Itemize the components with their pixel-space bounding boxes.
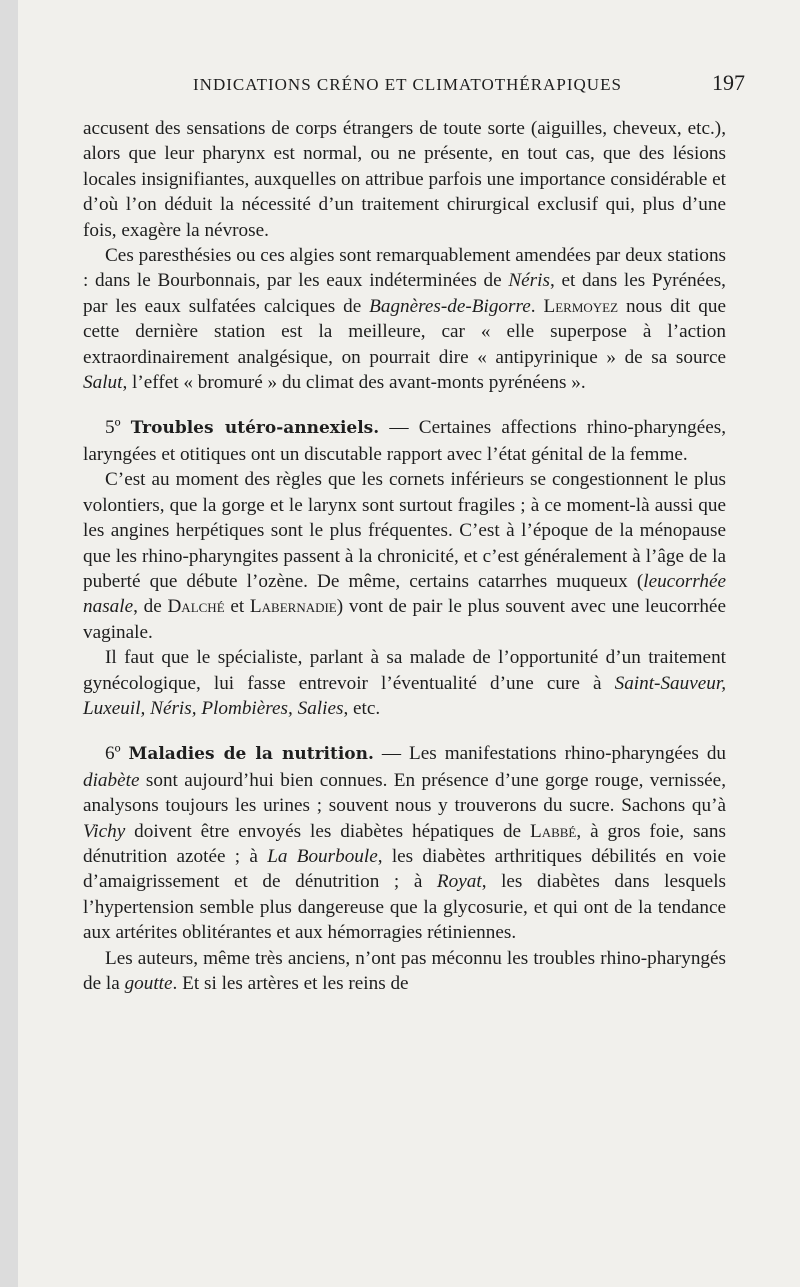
author-labbe: Labbé	[529, 820, 577, 842]
author-dalche: Dalché	[167, 596, 225, 618]
author-labernadie: Labernadie	[249, 596, 337, 618]
source-salut: Salut	[83, 372, 123, 394]
paragraph-specialiste: Il faut que le spécialiste, parlant à sa malade de l’opportunité d’un traitement gynécologique, lui fasse entrevoir l’éventualité d’une cure à Saint-Sauveur, Luxeuil, Néris, Plombières, Salies, etc.	[83, 647, 726, 719]
section-6-heading-paragraph: 6º Maladies de la nutrition. — Les manifestations rhino-pharyngées du diabète sont aujourd’hui bien connues. En présence d’une gorge rouge, vernissée, analysons toujours les urines ; souvent nous y trouverons du sucre. Sachons qu’à Vichy doivent être envoyés les diabètes hépatiques de Labbé, à gros foie, sans dénutrition azotée ; à La Bourboule, les diabètes arthritiques débilités en voie d’amaigrissement et de dénutrition ; à Royat, les diabètes dans lesquels l’hypertension semble plus dangereuse que la glycosurie, et qui ont de la tendance aux artérites oblitérantes et aux hémorragies rétiniennes.	[83, 743, 727, 944]
place-bourboule: La Bourboule	[267, 845, 378, 867]
place-bagneres: Bagnères-de-Bigorre	[369, 295, 531, 317]
term-goutte: goutte	[124, 973, 173, 994]
paragraph-continuation: accusent des sensations de corps étrangers de toute sorte (aiguilles, cheveux, etc.), alors que leur pharynx est normal, ou ne présente, en tout cas, que des lésions locales insignifiantes, auxquelles on attribue parfois une importance considérable et d’où l’on déduit la nécessité d’un traitement chirurgical exclusif qui, plus d’une fois, exagère la névrose.	[83, 118, 726, 241]
term-diabete: diabète	[83, 769, 140, 791]
author-lermoyez: Lermoyez	[543, 295, 619, 317]
paragraph-paresthesies: Ces paresthésies ou ces algies sont remarquablement amendées par deux stations : dans le Bourbonnais, par les eaux indéterminées de Néris, et dans les Pyrénées, par les eaux sulfatées calciques de Bagnères-de-Bigorre. Lermoyez nous dit que cette dernière station est la meilleure, car « elle superpose à l’action extraordinairement analgésique, on pourrait dire « antipyrinique » de sa source Salut, l’effet « bromuré » du climat des avant-monts pyrénéens ».	[83, 245, 726, 394]
place-vichy: Vichy	[83, 820, 126, 842]
paragraph-regles: C’est au moment des règles que les cornets inférieurs se congestionnent le plus volontiers, que la gorge et le larynx sont surtout fragiles ; à ce moment-là aussi que les angines herpétiques sont le plus fréquentes. C’est à l’époque de la ménopause que les rhino-pharyngites passent à la chronicité, et c’est généralement à l’âge de la puberté que débute l’ozène. De même, certains catarrhes muqueux (leucorrhée nasale, de Dalché et Labernadie) vont de pair le plus souvent avec une leucorrhée vaginale.	[83, 469, 726, 643]
paragraph-goutte: Les auteurs, même très anciens, n’ont pas méconnu les troubles rhino-pharyngés de la goutte. Et si les artères et les reins de	[83, 947, 726, 994]
page-number: 197	[712, 70, 745, 95]
place-royat: Royat	[436, 871, 482, 893]
section-6-title: Maladies de la nutrition.	[128, 744, 374, 765]
place-neris: Néris	[508, 270, 550, 292]
term-leucorrhee: leucorrhée nasale	[83, 570, 726, 618]
running-title: INDICATIONS CRÉNO ET CLIMATOTHÉRAPIQUES	[193, 75, 622, 94]
body-text	[83, 116, 726, 996]
places-list: Saint-Sauveur, Luxeuil, Néris, Plombières, Salies	[83, 672, 726, 719]
page-header	[193, 70, 745, 96]
section-5-heading-paragraph: 5º Troubles utéro-annexiels. — Certaines affections rhino-pharyngées, laryngées et otitiques ont un discutable rapport avec l’état génital de la femme.	[83, 417, 726, 465]
section-5-title: Troubles utéro-annexiels.	[130, 418, 380, 439]
